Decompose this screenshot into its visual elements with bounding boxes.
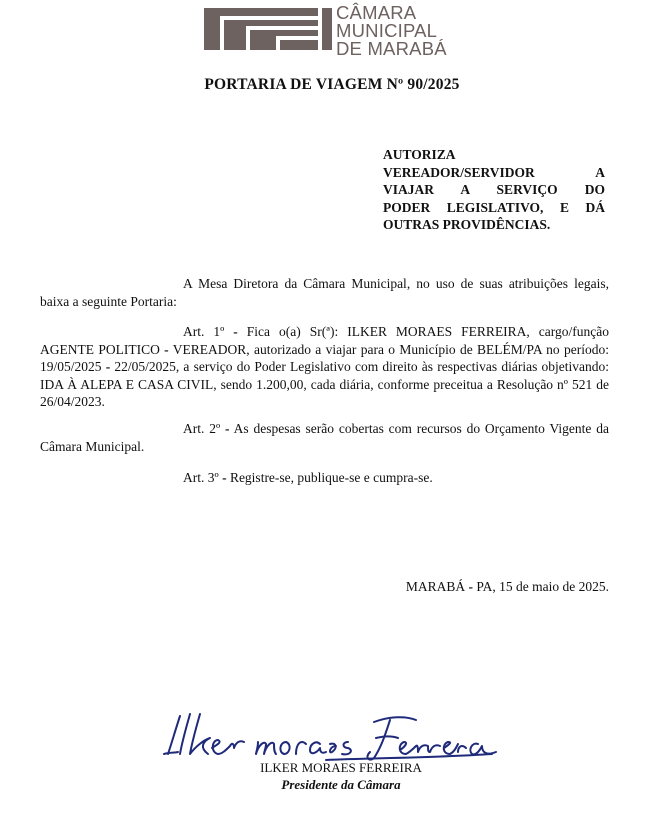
logo-text: [336, 4, 447, 58]
logo-line-1: CÂMARA: [336, 2, 417, 23]
date-text: PA, 15 de maio de 2025.: [476, 579, 609, 594]
article-3-paragraph: Art. 3º - Registre-se, publique-se e cumpra-se.: [183, 470, 433, 485]
article-1-label: Art. 1º: [183, 324, 225, 339]
ementa-line-2: VEREADOR/SERVIDOR A: [383, 164, 605, 180]
article-1-text-3: 22/05/2025, a serviço do Poder Legislativo com direito às respectivas diárias objetivando: IDA À ALEPA E CASA CIVIL, sendo 1.200,00, cada diária, conforme preceitua a Resolução nº 521 de 26/04/2023.: [40, 359, 609, 409]
article-1-text-2: VEREADOR, autorizado a viajar para o Município de BELÉM/PA no período: 19/05/2025: [40, 341, 609, 374]
article-2-text: As despesas serão cobertas com recursos do Orçamento Vigente da Câmara Municipal.: [40, 421, 609, 454]
logo-line-2: MUNICIPAL: [336, 20, 438, 41]
preamble-paragraph: [40, 275, 609, 310]
article-3-text: Registre-se, publique-se e cumpra-se.: [229, 470, 433, 485]
article-2-paragraph: Art. 2º - As despesas serão cobertas com recursos do Orçamento Vigente da Câmara Municipal.: [40, 421, 609, 454]
article-3-label: Art. 3º: [183, 470, 219, 485]
article-2-label: Art. 2º: [183, 421, 221, 436]
ementa-line-5: OUTRAS PROVIDÊNCIAS.: [383, 217, 551, 232]
article-1-text: Fica o(a) Sr(ª): ILKER MORAES FERREIRA, cargo/função AGENTE POLITICO: [40, 324, 610, 357]
document-title: PORTARIA DE VIAGEM Nº 90/2025: [204, 76, 460, 93]
signer-role: Presidente da Câmara: [281, 777, 401, 792]
article-1-paragraph: Art. 1º - Fica o(a) Sr(ª): ILKER MORAES FERREIRA, cargo/função AGENTE POLITICO - VEREADOR, autorizado a viajar para o Município de BELÉM/PA no período: 19/05/2025 - 22/05/2025, a serviço do Poder Legislativo com direito às respectivas diárias objetivando: IDA À ALEPA E CASA CIVIL, sendo 1.200,00, cada diária, conforme preceitua a Resolução nº 521 de 26/04/2023.: [40, 324, 610, 409]
signer-name: ILKER MORAES FERREIRA: [260, 760, 422, 775]
ementa-block: [383, 146, 605, 234]
ementa-line-3: VIAJAR A SERVIÇO DO: [383, 182, 605, 197]
handwritten-signature: [160, 708, 500, 766]
ementa-line-4: PODER LEGISLATIVO, E DÁ: [383, 199, 605, 215]
date-line: MARABÁ - PA, 15 de maio de 2025.: [405, 579, 609, 594]
date-place: MARABÁ: [405, 579, 466, 594]
article-1-dash: -: [164, 341, 169, 357]
logo-line-3: DE MARABÁ: [336, 38, 447, 59]
ementa-line-1: AUTORIZA: [383, 147, 456, 162]
preamble-text: A Mesa Diretora da Câmara Municipal, no uso de suas atribuições legais, baixa a seguinte Portaria:: [40, 276, 609, 309]
